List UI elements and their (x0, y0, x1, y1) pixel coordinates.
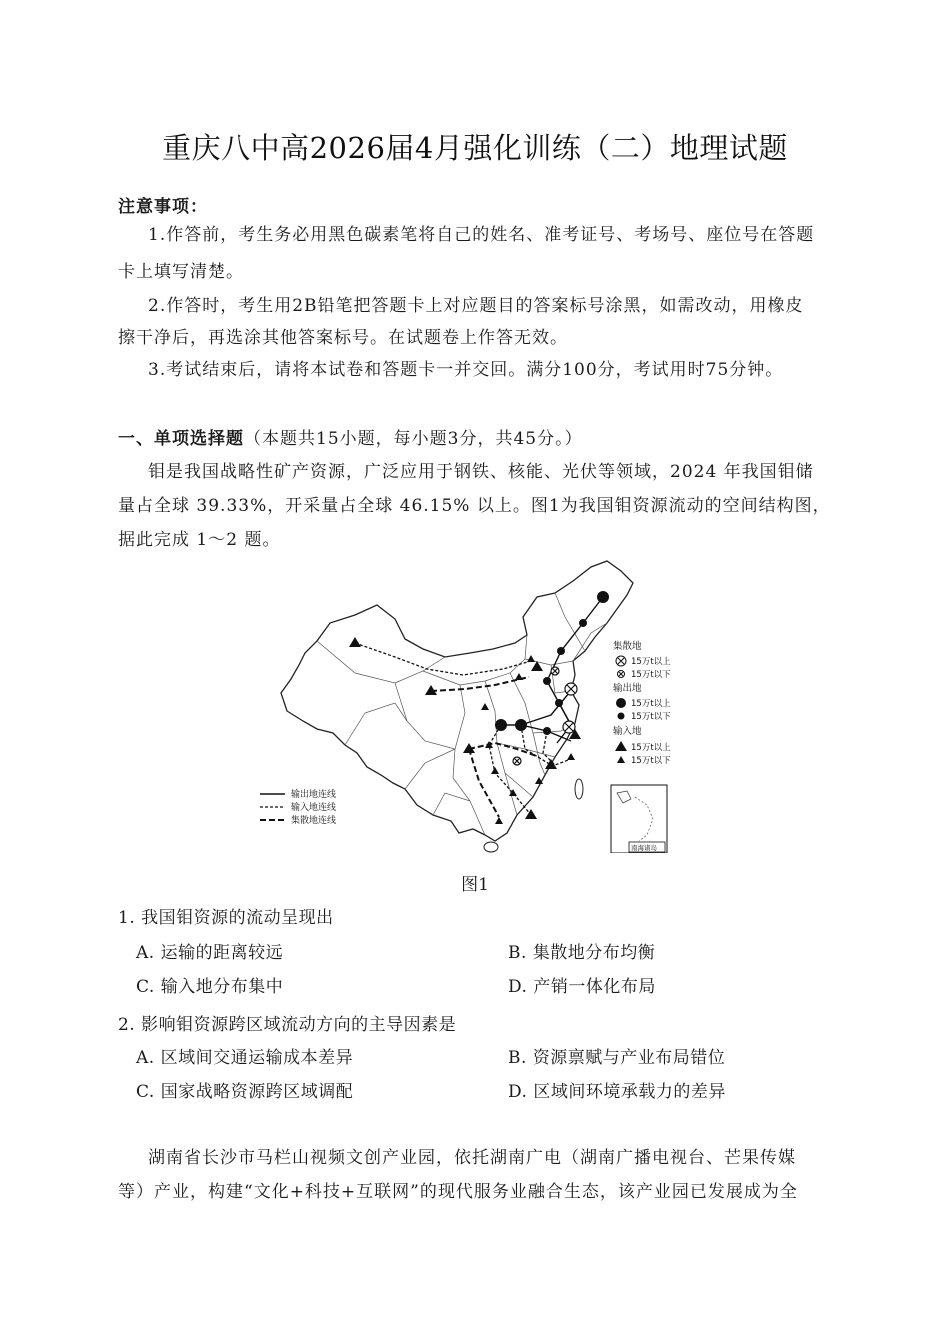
notice-item-3: 3.考试结束后，请将本试卷和答题卡一并交回。满分100分，考试用时75分钟。 (148, 360, 784, 380)
notice-item-2-line-2: 擦干净后，再选涂其他答案标号。在试题卷上作答无效。 (118, 328, 568, 348)
line-legend (260, 788, 336, 826)
legend-shuchu-below: 15万t以下 (631, 712, 671, 722)
input-marker-small (567, 753, 575, 760)
inset-label: 南海诸岛 (631, 844, 657, 852)
input-marker-small (515, 673, 523, 680)
notice-item-1-line-2: 卡上填写清楚。 (118, 262, 244, 282)
intro-line-2: 量占全球 39.33%，开采量占全球 46.15% 以上。图1为我国钼资源流动的空间结构图， (118, 496, 831, 516)
input-marker-large (349, 637, 361, 647)
legend-jisan-title: 集散地 (613, 641, 642, 652)
q2-option-d: D. 区域间环境承载力的差异 (508, 1082, 726, 1102)
legend-shuru-title: 输入地 (613, 726, 642, 737)
legend-shuru-above: 15万t以上 (631, 743, 671, 753)
section-title: 一、单项选择题 (118, 429, 244, 449)
input-marker-small (495, 817, 503, 824)
input-marker-small (491, 767, 499, 774)
q1-option-c: C. 输入地分布集中 (136, 977, 284, 997)
taiwan-island (575, 779, 583, 799)
molybdenum-flow-map (255, 553, 695, 853)
legend-jisan-line: 集散地连线 (291, 816, 337, 826)
output-marker-small (555, 699, 563, 707)
input-marker-large (545, 759, 557, 769)
question-2-stem: 2. 影响钼资源跨区域流动方向的主导因素是 (118, 1015, 457, 1035)
q2-option-c: C. 国家战略资源跨区域调配 (136, 1082, 354, 1102)
q2-option-b: B. 资源禀赋与产业布局错位 (508, 1048, 726, 1068)
output-marker-large (597, 591, 609, 603)
legend-shuru-below: 15万t以下 (631, 756, 671, 766)
figure-caption: 图1 (461, 875, 489, 895)
notice-item-2-line-1: 2.作答时，考生用2B铅笔把答题卡上对应题目的答案标号涂黑，如需改动，用橡皮 (148, 296, 804, 316)
output-marker-small (579, 619, 587, 627)
jisan-marker-small (513, 757, 521, 765)
input-marker-small (481, 703, 489, 710)
intro-line-1: 钼是我国战略性矿产资源，广泛应用于钢铁、核能、光伏等领域，2024 年我国钼储 (148, 462, 814, 482)
output-marker-large (515, 719, 527, 731)
page-title: 重庆八中高2026届4月强化训练（二）地理试题 (162, 131, 788, 165)
output-marker-large (495, 719, 507, 731)
q1-option-a: A. 运输的距离较远 (136, 943, 284, 963)
legend-shuchu-title: 输出地 (613, 683, 642, 694)
q1-option-b: B. 集散地分布均衡 (508, 943, 656, 963)
symbol-legend (613, 640, 671, 766)
map-svg (255, 553, 695, 853)
question-1-stem: 1. 我国钼资源的流动呈现出 (118, 908, 334, 928)
section-heading (118, 425, 583, 453)
legend-output-line: 输出地连线 (291, 790, 337, 800)
input-marker-small (527, 655, 535, 662)
legend-jisan-below: 15万t以下 (631, 670, 671, 680)
passage-line-1: 湖南省长沙市马栏山视频文创产业园，依托湖南广电（湖南广播电视台、芒果传媒 (148, 1148, 796, 1168)
intro-line-3: 据此完成 1～2 题。 (118, 530, 281, 550)
hainan-island (484, 842, 498, 852)
notice-item-1-line-1: 1.作答前，考生务必用黑色碳素笔将自己的姓名、准考证号、考场号、座位号在答题 (148, 225, 815, 245)
output-marker-small (543, 677, 551, 685)
output-marker-small (543, 727, 551, 735)
q1-option-d: D. 产销一体化布局 (508, 977, 656, 997)
jisan-marker-small (551, 667, 559, 675)
passage-line-2: 等）产业，构建“文化+科技+互联网”的现代服务业融合生态，该产业园已发展成为全 (118, 1182, 798, 1202)
output-marker-small (557, 647, 565, 655)
province-boundaries (317, 593, 607, 835)
jisan-marker-large (563, 721, 575, 733)
q2-option-a: A. 区域间交通运输成本差异 (136, 1048, 354, 1068)
legend-jisan-above: 15万t以上 (631, 657, 671, 667)
south-china-sea-inset (611, 785, 667, 853)
legend-input-line: 输入地连线 (291, 803, 337, 813)
legend-shuchu-above: 15万t以上 (631, 699, 671, 709)
jisan-marker-large (565, 683, 577, 695)
notice-heading: 注意事项： (118, 197, 208, 217)
section-note: （本题共15小题，每小题3分，共45分。） (244, 429, 583, 449)
